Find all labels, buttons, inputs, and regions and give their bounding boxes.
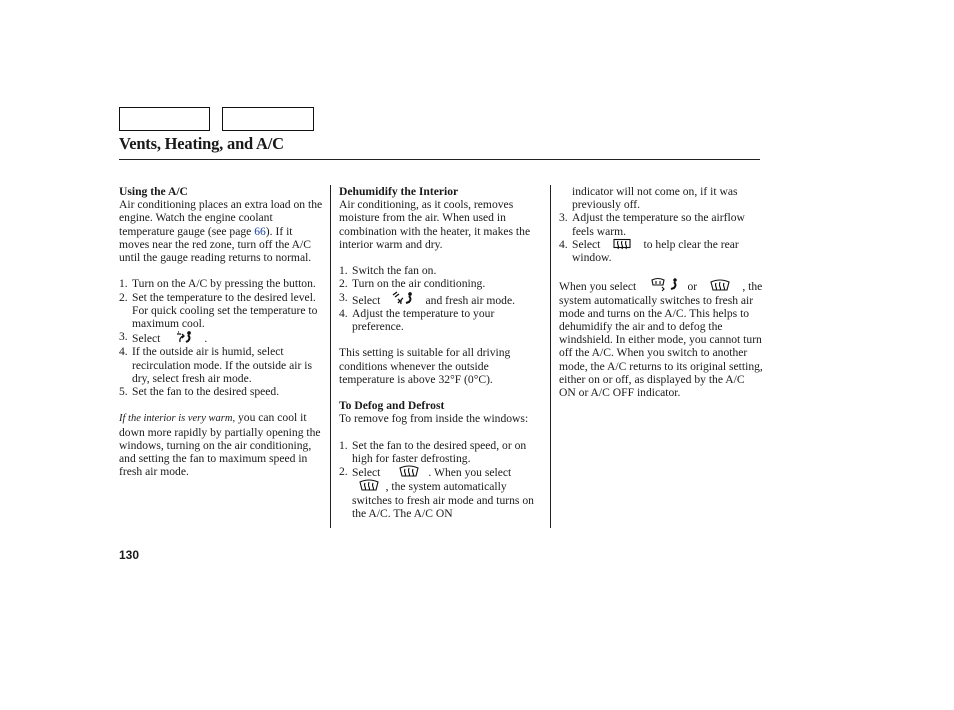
step-text-mid: . When you select [428,466,512,480]
list-item [559,211,764,237]
windshield-defrost-icon [398,465,420,478]
step-number: 4. [119,345,128,359]
recirculation-icon [175,330,193,344]
intro-text-b: ). If it moves near the red zone, turn off the A/C until the gauge reading returns to normal. [119,224,312,265]
step-number: 4. [559,237,568,251]
step-number: 1. [339,438,348,452]
step-number: 2. [119,290,128,304]
floor-defrost-icon [392,291,414,306]
section-heading-defog: To Defog and Defrost [339,399,445,413]
step-text-end: . [204,332,208,346]
list-item [119,330,324,345]
column-using-ac [119,185,324,478]
step-text: Set the fan to the desired speed. [132,385,280,399]
step-text: Adjust the temperature so the airflow feels warm. [572,211,745,238]
column-defog-continued [559,185,764,399]
note-text: you can cool it down more rapidly by partially opening the windows, turning on the air conditioning, and setting the fan to maximum speed in fresh air mode. [119,411,321,479]
step-number: 3. [119,330,128,344]
mode-paragraph [559,277,764,399]
step-text-end: and fresh air mode. [425,293,516,307]
list-item [559,238,764,264]
step-text: Adjust the temperature to your preference. [352,306,495,334]
step-text: If the outside air is humid, select recirculation mode. If the outside air is dry, select fresh air mode. [132,345,312,385]
step-text: Set the fan to the desired speed, or on high for faster defrosting. [352,438,527,465]
list-item [339,264,544,277]
list-item [339,307,544,333]
page-title: Vents, Heating, and A/C [119,134,284,153]
rear-defrost-icon [612,238,632,250]
mode-text-a: When you select [559,280,637,294]
dehumidify-intro: Air conditioning, as it cools, removes moisture from the air. When used in combination with the heater, it makes the interior warm and dry. [339,198,531,251]
step-text: Select [352,293,381,307]
step-text: Set the temperature to the desired level. For quick cooling set the temperature to maximum cool. [132,290,318,331]
page-66-link[interactable]: 66 [254,224,266,238]
list-item [339,465,544,520]
title-divider [119,159,760,160]
step-number: 4. [339,306,348,320]
dehumidify-note: This setting is suitable for all driving conditions whenever the outside temperature is above 32°F (0°C). [339,346,511,386]
list-item [339,277,544,290]
nav-tab-2[interactable] [222,107,314,131]
windshield-floor-defrost-icon [651,277,679,292]
section-heading-using-ac: Using the A/C [119,185,188,198]
nav-tab-1[interactable] [119,107,210,131]
list-item [119,277,324,290]
step-text-end: , the system automatically switches to fresh air mode and turns on the A/C. The A/C ON [352,480,534,520]
step-number: 2. [339,465,348,479]
column-divider-1 [330,185,331,528]
column-dehumidify [339,185,544,520]
step-number: 1. [339,264,348,278]
list-item [119,291,324,331]
intro-text-a: Air conditioning places an extra load on the engine. Watch the engine coolant temperature gauge (see page [119,198,323,238]
step-text: Turn on the A/C by pressing the button. [132,277,316,291]
step-number: 5. [119,385,128,399]
page-number: 130 [119,548,140,562]
step-number: 2. [339,277,348,291]
step-text: Select [132,332,161,346]
step-text-end: to help clear the rear window. [572,237,739,265]
list-item-continued [559,185,764,211]
windshield-defrost-icon [709,279,731,292]
list-item [339,439,544,465]
mode-text-or: or [687,280,698,294]
step-number: 3. [559,211,568,225]
column-divider-2 [550,185,551,528]
step-number: 1. [119,277,128,291]
note-italic: If the interior is very warm, [119,413,236,425]
intro-paragraph [119,198,324,264]
mode-text-b: , the system automatically switches to fresh air mode and turns on the A/C. This helps to dehumidify the air and to defog the windshield. In either mode, you cannot turn off the A/C. When you switch to another mode, the A/C returns to its original setting, either on or off, as displayed by the A/C ON or A/C OFF indicator. [559,280,763,400]
step-text: Turn on the air conditioning. [352,277,486,291]
warm-interior-note [119,411,324,478]
list-item [339,291,544,307]
step-number: 3. [339,290,348,304]
step-text: Select [572,237,601,251]
list-item [119,385,324,398]
section-heading-dehumidify: Dehumidify the Interior [339,185,459,198]
continued-text: indicator will not come on, if it was previously off. [572,185,738,212]
defog-intro: To remove fog from inside the windows: [339,412,529,426]
windshield-defrost-icon [358,479,380,492]
step-text: Switch the fan on. [352,264,437,278]
list-item [119,345,324,385]
step-text: Select [352,466,381,480]
